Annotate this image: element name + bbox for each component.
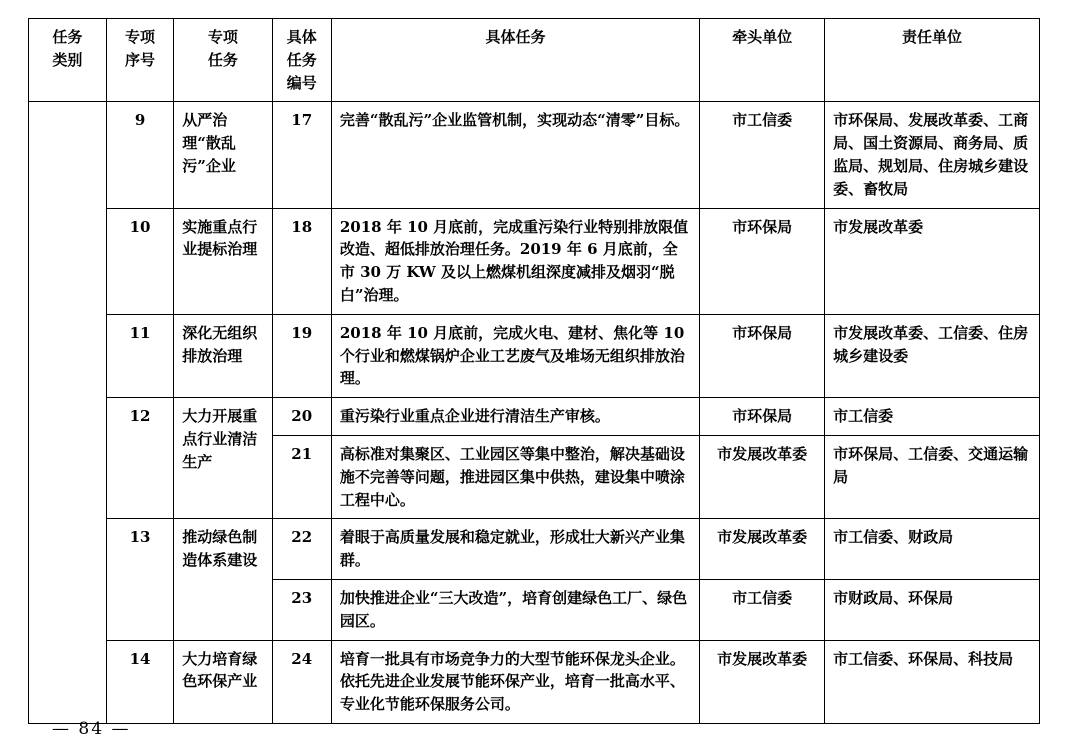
cell-special-task: 大力培育绿色环保产业 <box>174 640 272 723</box>
header-line: 责任单位 <box>902 28 963 46</box>
header-line: 任务 <box>286 50 317 69</box>
cell-special-task: 推动绿色制造体系建设 <box>174 519 272 640</box>
cell-lead-unit: 市环保局 <box>700 398 825 436</box>
table-row <box>29 640 1040 723</box>
cell-concrete-task: 完善“散乱污”企业监管机制，实现动态“清零”目标。 <box>331 102 699 208</box>
column-header-concrete-task <box>331 19 699 102</box>
cell-responsible-unit: 市工信委 <box>825 398 1040 436</box>
cell-lead-unit: 市发展改革委 <box>700 640 825 723</box>
cell-lead-unit: 市工信委 <box>700 102 825 208</box>
cell-special-index: 9 <box>106 102 174 208</box>
cell-concrete-task: 加快推进企业“三大改造”，培育创建绿色工厂、绿色园区。 <box>331 579 699 640</box>
cell-concrete-index: 18 <box>272 208 331 314</box>
header-line: 专项 <box>207 28 238 46</box>
page-number: — 84 — <box>52 719 131 739</box>
cell-concrete-index: 17 <box>272 102 331 208</box>
cell-lead-unit: 市发展改革委 <box>700 435 825 518</box>
cell-special-task: 实施重点行业提标治理 <box>174 208 272 314</box>
column-header-responsible-unit <box>825 19 1040 102</box>
cell-special-task: 大力开展重点行业清洁生产 <box>174 398 272 519</box>
cell-special-task: 从严治理“散乱污”企业 <box>174 102 272 208</box>
column-header-concrete-index <box>272 19 331 102</box>
header-line: 序号 <box>125 50 156 69</box>
cell-lead-unit: 市发展改革委 <box>700 519 825 580</box>
cell-special-index: 13 <box>106 519 174 640</box>
table-row <box>29 314 1040 397</box>
header-line: 编号 <box>286 73 317 92</box>
table-body <box>29 102 1040 724</box>
cell-lead-unit: 市环保局 <box>700 208 825 314</box>
cell-task-category <box>29 102 107 724</box>
header-line: 牵头单位 <box>732 28 793 46</box>
table-row <box>29 519 1040 580</box>
header-line: 具体任务 <box>485 28 546 46</box>
column-header-special-task <box>174 19 272 102</box>
header-line: 任务 <box>52 28 83 46</box>
table-row <box>29 208 1040 314</box>
cell-concrete-index: 21 <box>272 435 331 518</box>
header-line: 具体 <box>286 28 317 46</box>
cell-concrete-index: 20 <box>272 398 331 436</box>
table-header-row <box>29 19 1040 102</box>
column-header-task-category <box>29 19 107 102</box>
cell-concrete-task: 2018 年 10 月底前，完成重污染行业特别排放限值改造、超低排放治理任务。2019 年 6 月底前，全市 30 万 KW 及以上燃煤机组深度减排及烟羽“脱白”治理。 <box>331 208 699 314</box>
cell-concrete-index: 24 <box>272 640 331 723</box>
cell-concrete-index: 19 <box>272 314 331 397</box>
cell-special-index: 14 <box>106 640 174 723</box>
cell-responsible-unit: 市财政局、环保局 <box>825 579 1040 640</box>
cell-special-index: 12 <box>106 398 174 519</box>
table-row <box>29 102 1040 208</box>
cell-lead-unit: 市环保局 <box>700 314 825 397</box>
task-table <box>28 18 1040 724</box>
cell-concrete-task: 高标准对集聚区、工业园区等集中整治，解决基础设施不完善等问题，推进园区集中供热，建设集中喷涂工程中心。 <box>331 435 699 518</box>
table-row <box>29 398 1040 436</box>
header-line: 类别 <box>52 50 83 69</box>
cell-responsible-unit: 市工信委、财政局 <box>825 519 1040 580</box>
cell-concrete-task: 着眼于高质量发展和稳定就业，形成壮大新兴产业集群。 <box>331 519 699 580</box>
cell-concrete-index: 23 <box>272 579 331 640</box>
cell-responsible-unit: 市工信委、环保局、科技局 <box>825 640 1040 723</box>
table-header <box>29 19 1040 102</box>
column-header-special-index <box>106 19 174 102</box>
cell-concrete-task: 培育一批具有市场竞争力的大型节能环保龙头企业。依托先进企业发展节能环保产业，培育一批高水平、专业化节能环保服务公司。 <box>331 640 699 723</box>
header-line: 任务 <box>207 50 238 69</box>
cell-lead-unit: 市工信委 <box>700 579 825 640</box>
cell-concrete-index: 22 <box>272 519 331 580</box>
header-line: 专项 <box>125 28 156 46</box>
column-header-lead-unit <box>700 19 825 102</box>
cell-concrete-task: 2018 年 10 月底前，完成火电、建材、焦化等 10 个行业和燃煤锅炉企业工艺废气及堆场无组织排放治理。 <box>331 314 699 397</box>
cell-concrete-task: 重污染行业重点企业进行清洁生产审核。 <box>331 398 699 436</box>
cell-special-task: 深化无组织排放治理 <box>174 314 272 397</box>
cell-responsible-unit: 市发展改革委、工信委、住房城乡建设委 <box>825 314 1040 397</box>
cell-responsible-unit: 市环保局、工信委、交通运输局 <box>825 435 1040 518</box>
cell-special-index: 10 <box>106 208 174 314</box>
cell-responsible-unit: 市发展改革委 <box>825 208 1040 314</box>
cell-responsible-unit: 市环保局、发展改革委、工商局、国土资源局、商务局、质监局、规划局、住房城乡建设委、畜牧局 <box>825 102 1040 208</box>
cell-special-index: 11 <box>106 314 174 397</box>
